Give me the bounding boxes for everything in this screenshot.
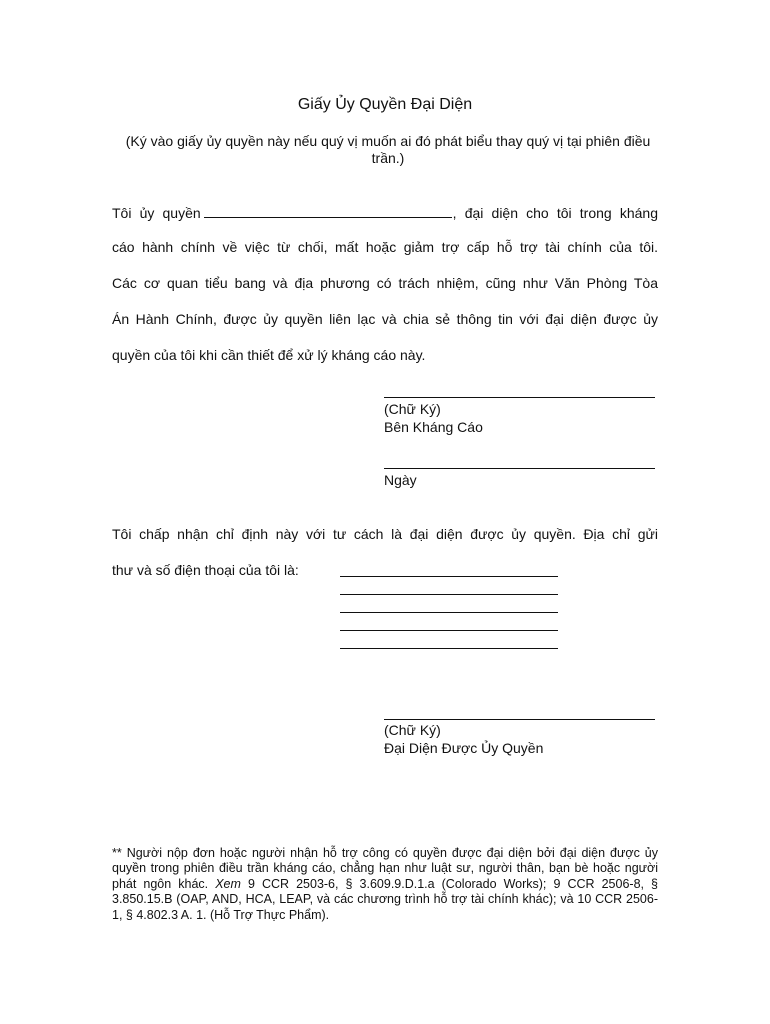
appellant-signature-label: (Chữ Ký) — [384, 401, 441, 417]
date-line[interactable] — [384, 468, 655, 469]
footnote-text-1: ** Người nộp đơn hoặc người nhận hỗ trợ công có quyền được đại diện bởi đại diện được ủy quyền trong phiên điều trần kháng cáo, chẳng hạn như luật sư, người thân, bạn bè hoặc người phát ngôn khác. — [112, 846, 658, 891]
representative-name-field[interactable] — [204, 204, 452, 218]
appellant-signature-line[interactable] — [384, 397, 655, 398]
address-line-3[interactable] — [340, 612, 558, 613]
body-line-4: Án Hành Chính, được ủy quyền liên lạc và chia sẻ thông tin với đại diện được ủy — [112, 311, 658, 327]
address-line-1[interactable] — [340, 576, 558, 577]
representative-role-label: Đại Diện Được Ủy Quyền — [384, 740, 544, 756]
footnote — [112, 846, 658, 923]
footnote-see: Xem — [215, 876, 241, 891]
body-line-1-start: Tôi ủy quyền — [112, 205, 201, 221]
body-line-3: Các cơ quan tiểu bang và địa phương có trách nhiệm, cũng như Văn Phòng Tòa — [112, 275, 658, 291]
body-line-2: cáo hành chính về việc từ chối, mất hoặc giảm trợ cấp hỗ trợ tài chính của tôi. — [112, 239, 658, 255]
document-title: Giấy Ủy Quyền Đại Diện — [297, 96, 473, 113]
acceptance-line-1: Tôi chấp nhận chỉ định này với tư cách là đại diện được ủy quyền. Địa chỉ gửi — [112, 526, 658, 542]
body-line-1 — [112, 204, 658, 222]
footnote-text-2: 9 CCR 2503-6, § 3.609.9.D.1.a (Colorado Works); 9 CCR 2506-8, § 3.850.15.B (OAP, AND, HCA, LEAP, và các chương trình hỗ trợ tài chính khác); và 10 CCR 2506-1, § 4.802.3 A. 1. (Hỗ Trợ Thực Phẩm). — [112, 876, 659, 922]
appellant-role-label: Bên Kháng Cáo — [384, 419, 483, 435]
body-line-1-end: , đại diện cho tôi trong kháng — [452, 205, 658, 221]
document-subtitle: (Ký vào giấy ủy quyền này nếu quý vị muốn ai đó phát biểu thay quý vị tại phiên điều trần.) — [125, 133, 651, 166]
address-line-2[interactable] — [340, 594, 558, 595]
representative-signature-line[interactable] — [384, 719, 655, 720]
address-line-5[interactable] — [340, 648, 558, 649]
address-line-4[interactable] — [340, 630, 558, 631]
representative-signature-label: (Chữ Ký) — [384, 722, 441, 738]
body-line-5: quyền của tôi khi cần thiết để xử lý kháng cáo này. — [112, 347, 426, 363]
acceptance-line-2: thư và số điện thoại của tôi là: — [112, 562, 299, 578]
date-label: Ngày — [384, 472, 417, 488]
